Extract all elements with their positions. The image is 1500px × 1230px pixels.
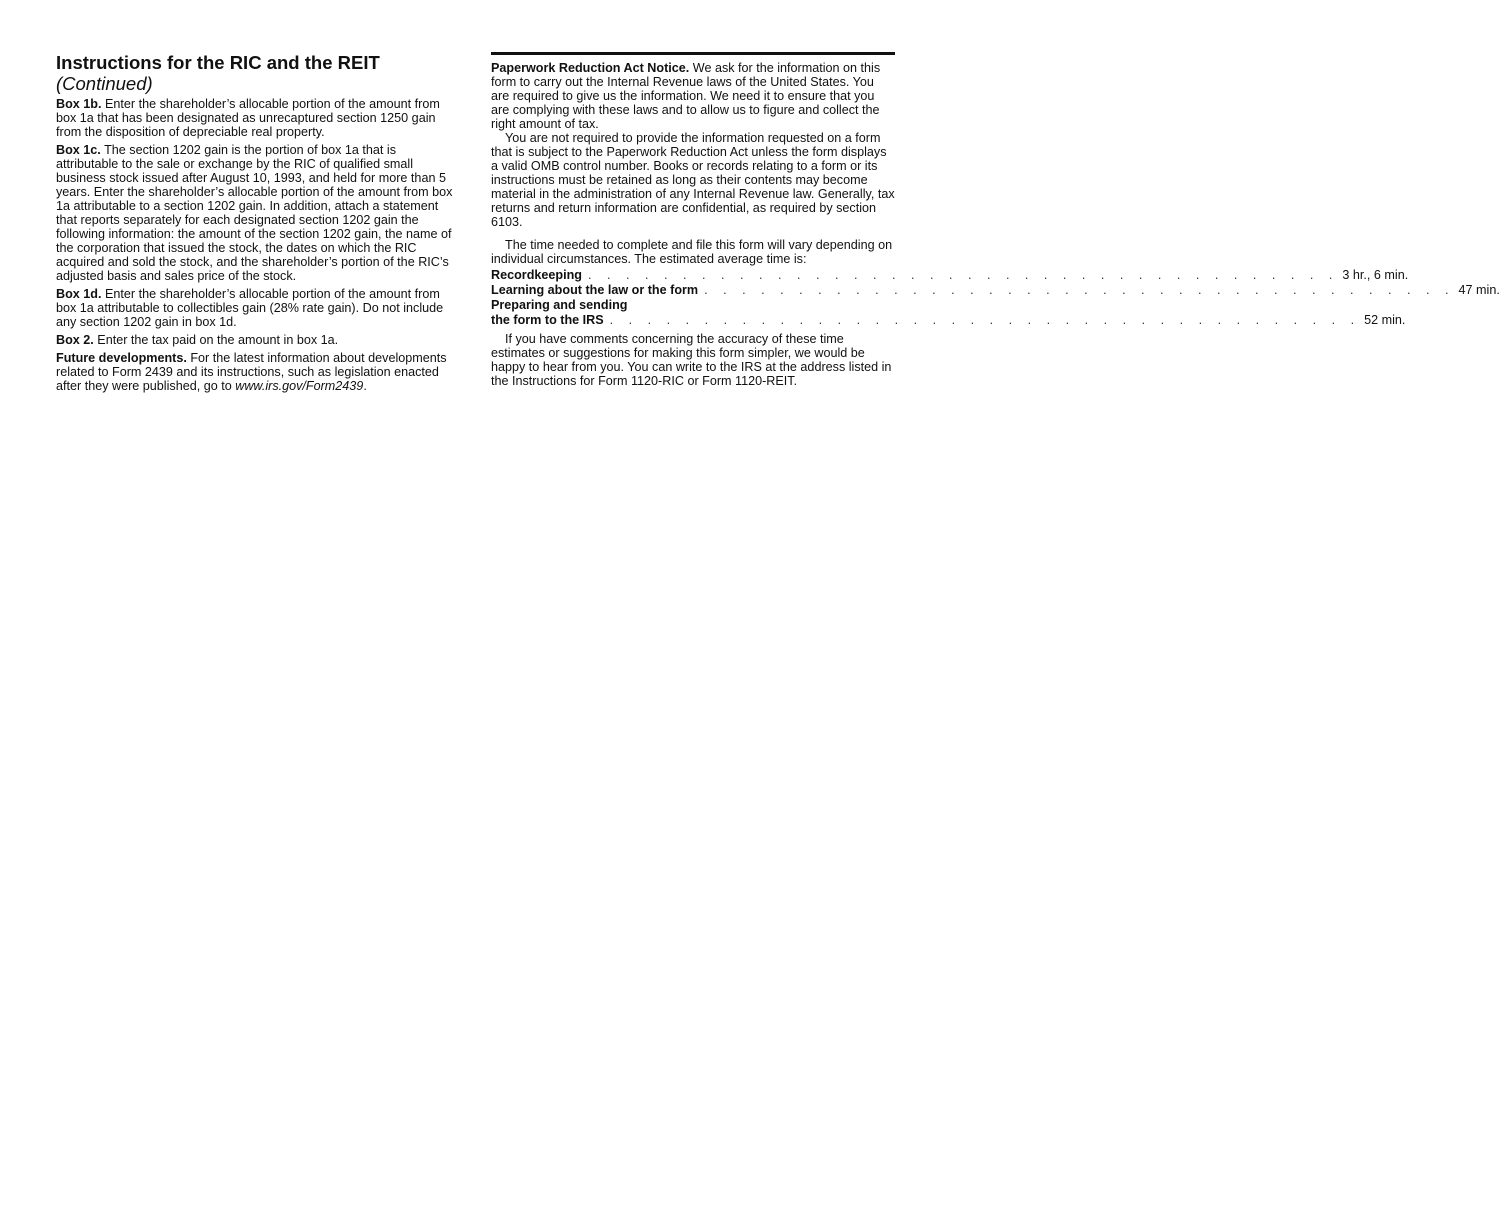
- paperwork-notice-paragraph: [491, 61, 895, 131]
- box-1b-heading: Box 1b.: [56, 97, 102, 111]
- recordkeeping-label: Recordkeeping: [491, 268, 582, 282]
- preparing-label-line2: the form to the IRS: [491, 313, 604, 327]
- box-2-heading: Box 2.: [56, 333, 94, 347]
- not-required-paragraph: You are not required to provide the information requested on a form that is subject to the Paperwork Reduction Act unless the form displays a valid OMB control number. Books or records relating to a form or its instructions must be retained as long as their contents may become material in the administration of any Internal Revenue law. Generally, tax returns and return information are confidential, as required by section 6103.: [491, 131, 895, 229]
- page-title: Instructions for the RIC and the REIT: [56, 52, 380, 73]
- future-developments-paragraph: [56, 351, 460, 393]
- box-1c-heading: Box 1c.: [56, 143, 101, 157]
- time-needed-paragraph: The time needed to complete and file this form will vary depending on individual circumstances. The estimated average time is:: [491, 238, 893, 266]
- box-1b-text: Enter the shareholder’s allocable portion of the amount from box 1a that has been designated as unrecaptured section 1250 gain from the disposition of depreciable real property.: [56, 97, 440, 139]
- dot-leader: . . . . . . . . . . . . . . . . . . . . . . . . . . . . . . . . . . . . . . . .: [609, 313, 1361, 327]
- box-2-paragraph: [56, 333, 460, 347]
- dot-leader: . . . . . . . . . . . . . . . . . . . . . . . . . . . . . . . . . . . . . . . .: [704, 283, 1455, 297]
- learning-value: 47 min.: [1458, 283, 1500, 297]
- right-column: [491, 52, 1500, 388]
- paperwork-notice-text: We ask for the information on this form to carry out the Internal Revenue laws of the United States. You are required to give us the information. We need it to ensure that you are complying with these laws and to allow us to figure and collect the right amount of tax.: [491, 61, 881, 131]
- paperwork-notice-heading: Paperwork Reduction Act Notice.: [491, 61, 690, 75]
- box-1c-text: The section 1202 gain is the portion of box 1a that is attributable to the sale or exchange by the RIC of qualified small business stock issued after August 10, 1993, and held for more than 5 years. Enter the shareholder’s allocable portion of the amount from box 1a attributable to a section 1202 gain. In addition, attach a statement that reports separately for each designated section 1202 gain the following information: the amount of the section 1202 gain, the name of the corporation that issued the stock, the dates on which the RIC acquired and sold the stock, and the shareholder’s portion of the RIC’s adjusted basis and sales price of the stock.: [56, 143, 453, 283]
- time-row-preparing: [491, 313, 1406, 328]
- future-developments-text: For the latest information about developments related to Form 2439 and its instructions, such as legislation enacted after they were published, go to: [56, 351, 447, 393]
- dot-leader: . . . . . . . . . . . . . . . . . . . . . . . . . . . . . . . . . . . . . . . .: [587, 268, 1339, 282]
- box-1b-paragraph: [56, 97, 460, 139]
- irs-form-url-link[interactable]: www.irs.gov/Form2439: [235, 379, 364, 393]
- preparing-value: 52 min.: [1364, 313, 1406, 327]
- box-1d-paragraph: [56, 287, 460, 329]
- preparing-label-line1: Preparing and sending: [491, 298, 628, 312]
- comments-paragraph: If you have comments concerning the accuracy of these time estimates or suggestions for making this form simpler, we would be happy to hear from you. You can write to the IRS at the address listed in the Instructions for Form 1120-RIC or Form 1120-REIT.: [491, 332, 892, 388]
- future-developments-end: .: [363, 379, 367, 393]
- estimated-time-table: [491, 268, 1500, 328]
- box-1c-paragraph: [56, 143, 460, 283]
- time-row-learning: [491, 283, 1500, 298]
- future-developments-heading: Future developments.: [56, 351, 187, 365]
- section-divider-rule: [491, 52, 895, 55]
- left-column: [56, 52, 460, 397]
- page-subtitle: (Continued): [56, 73, 153, 94]
- box-2-text: Enter the tax paid on the amount in box 1a.: [93, 333, 339, 347]
- box-1d-heading: Box 1d.: [56, 287, 102, 301]
- box-1d-text: Enter the shareholder’s allocable portion of the amount from box 1a attributable to collectibles gain (28% rate gain). Do not include any section 1202 gain in box 1d.: [56, 287, 444, 329]
- time-row-recordkeeping: [491, 268, 1409, 283]
- recordkeeping-value: 3 hr., 6 min.: [1342, 268, 1409, 282]
- learning-label: Learning about the law or the form: [491, 283, 699, 297]
